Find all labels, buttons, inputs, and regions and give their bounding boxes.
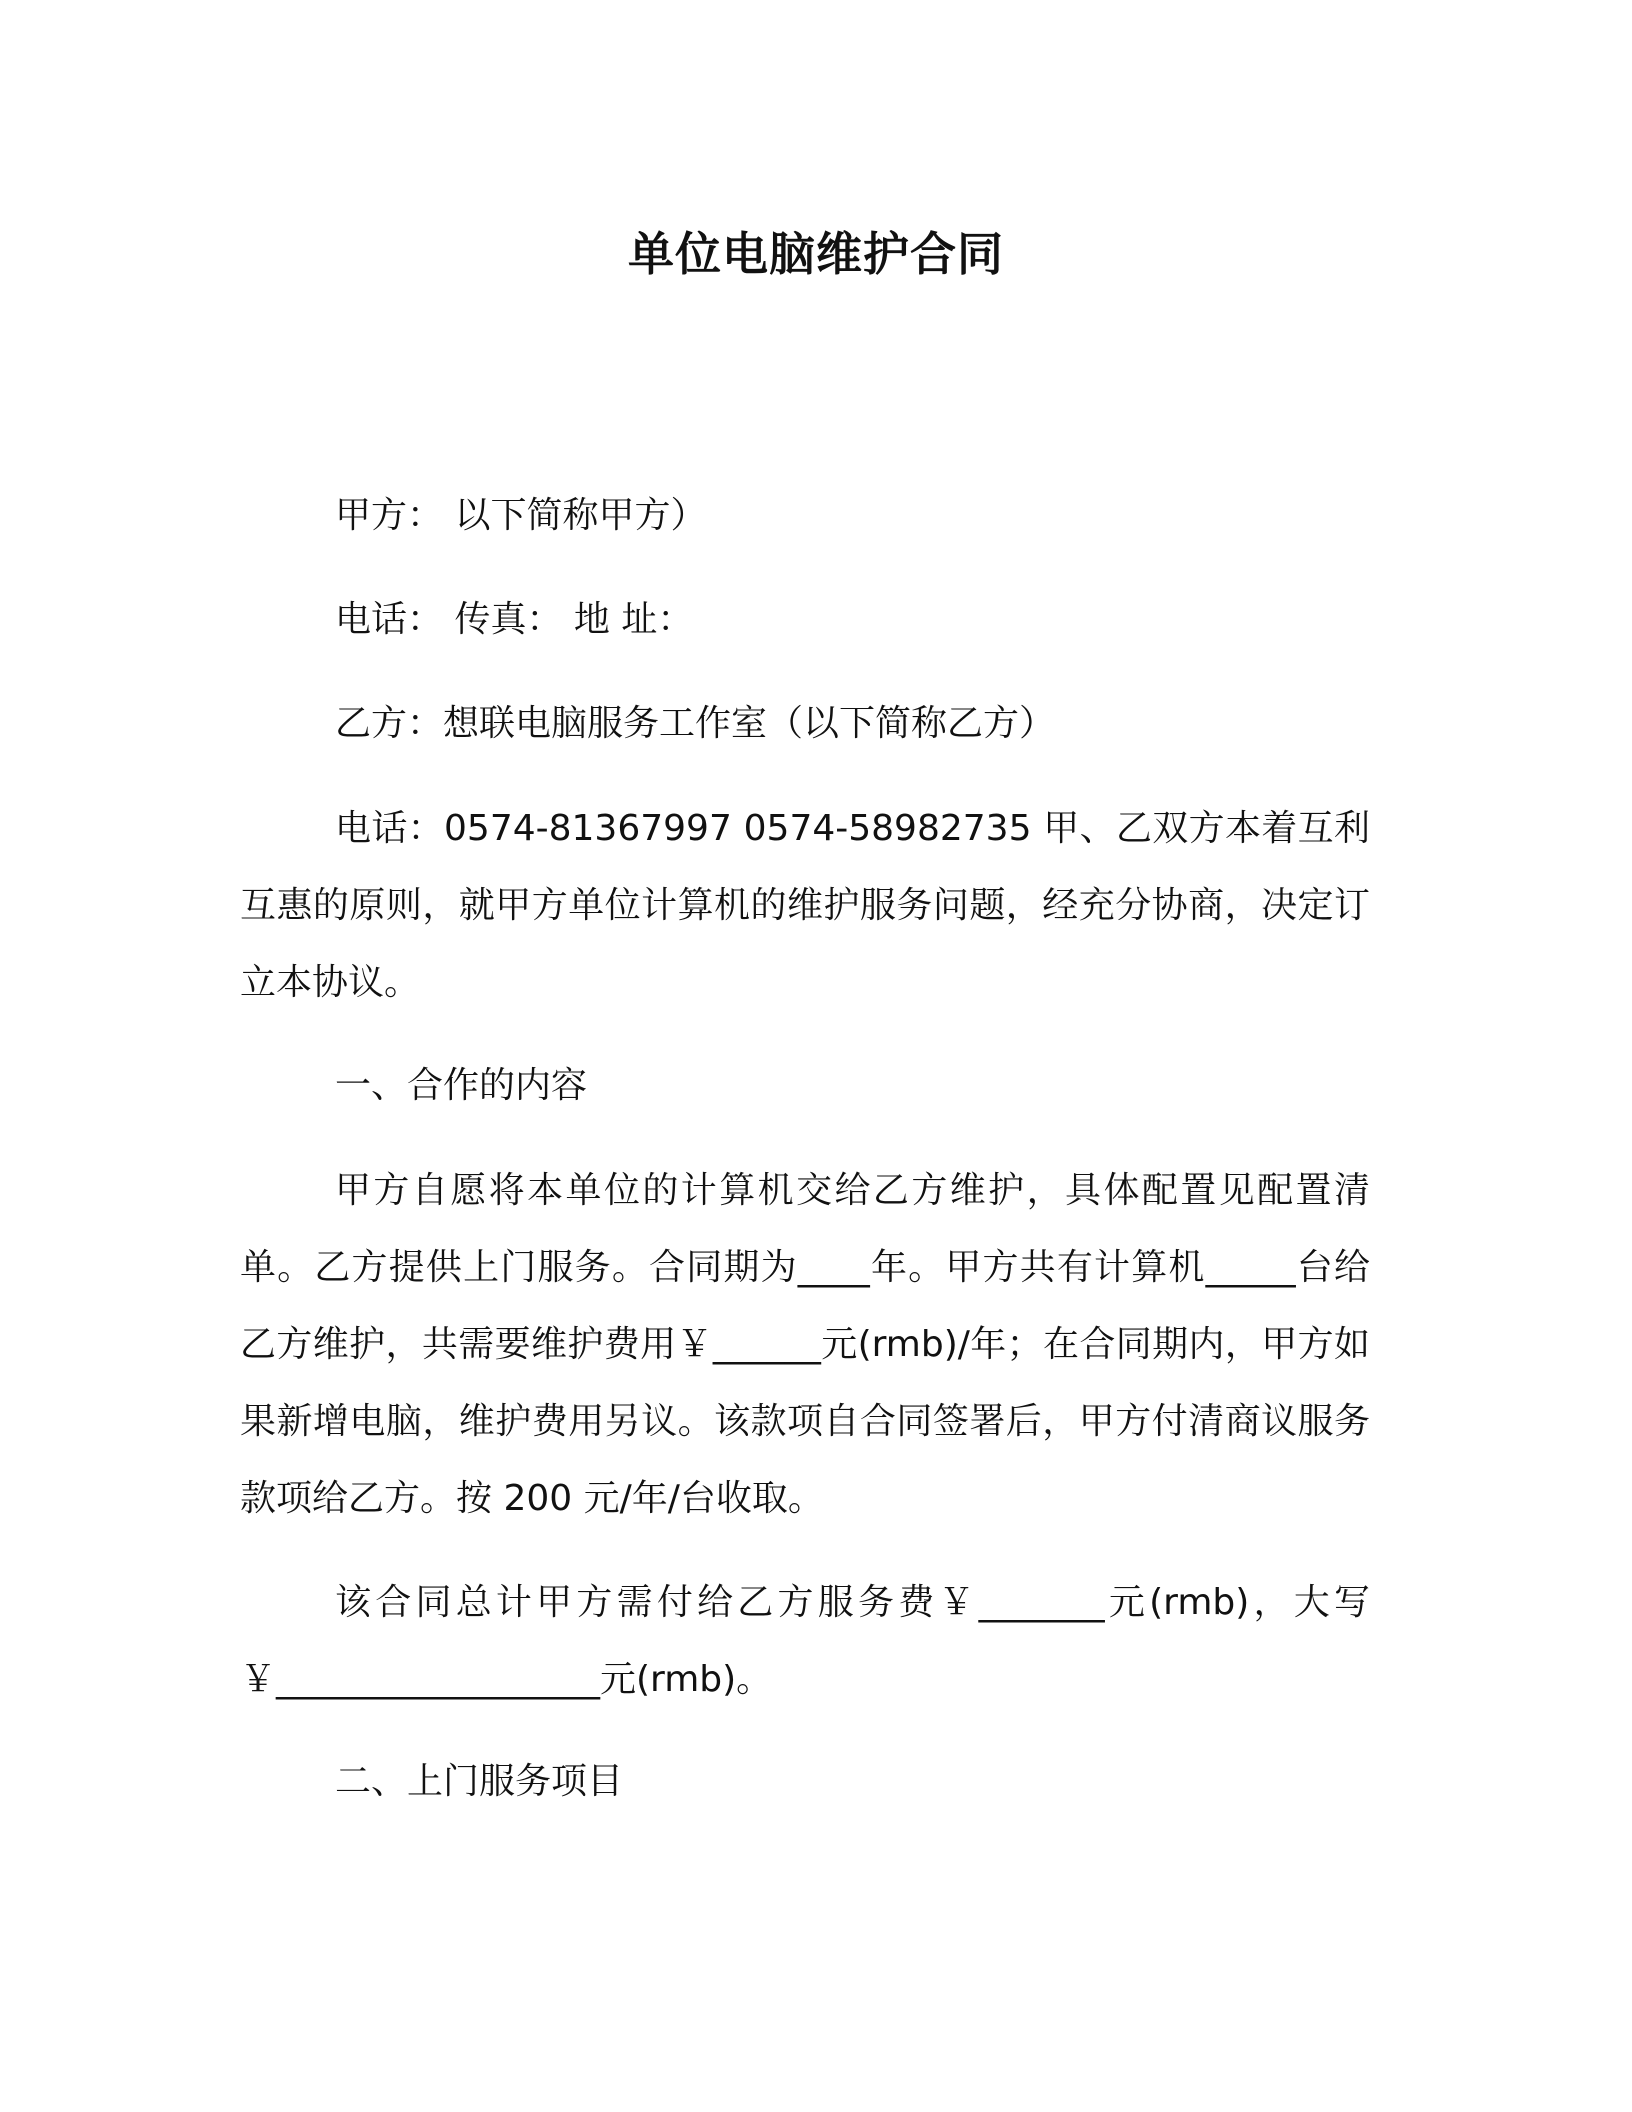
- intro-paragraph: 电话：0574-81367997 0574-58982735 甲、乙双方本着互利互惠的原则，就甲方单位计算机的维护服务问题，经充分协商，决定订立本协议。: [240, 808, 1370, 1003]
- party-a-line: 甲方： 以下简称甲方）: [335, 495, 707, 536]
- party-b-line: 乙方：想联电脑服务工作室（以下简称乙方）: [335, 703, 1056, 744]
- contact-line: 电话： 传真： 地 址：: [335, 599, 694, 640]
- section-2-heading: 二、上门服务项目: [335, 1761, 624, 1802]
- section-1-heading: 一、合作的内容: [335, 1065, 588, 1106]
- section-1-paragraph-1: 甲方自愿将本单位的计算机交给乙方维护，具体配置见配置清单。乙方提供上门服务。合同期为____年。甲方共有计算机_____台给乙方维护，共需要维护费用￥______元(rmb)/年；在合同期内，甲方如果新增电脑，维护费用另议。该款项自合同签署后，甲方付清商议服务款项给乙方。按 200 元/年/台收取。: [240, 1170, 1370, 1519]
- document-title: 单位电脑维护合同: [628, 227, 1004, 281]
- section-1-paragraph-2: 该合同总计甲方需付给乙方服务费￥_______元(rmb)，大写￥__________________元(rmb)。: [240, 1582, 1370, 1700]
